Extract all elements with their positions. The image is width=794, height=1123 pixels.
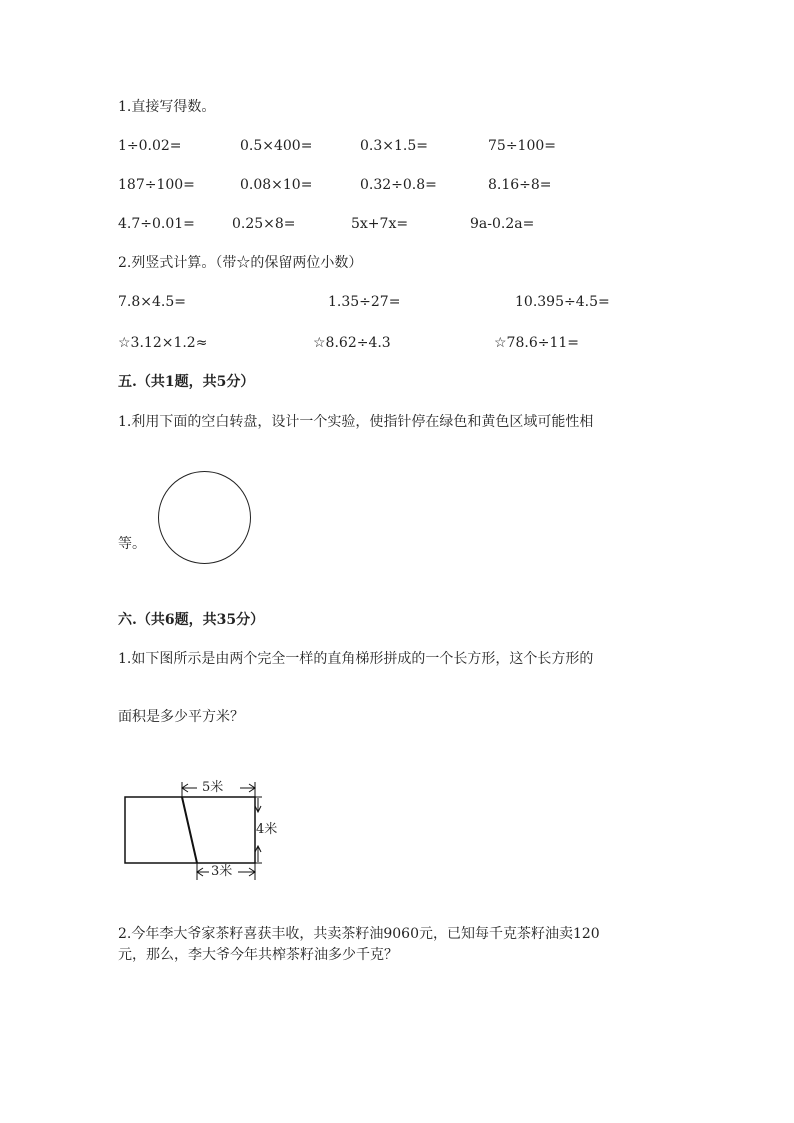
label-bottom-3m: 3米 — [211, 864, 233, 879]
s6-q1-text-end: 面积是多少平方米？ — [118, 709, 244, 725]
problem: 10.395÷4.5= — [515, 294, 610, 310]
problem: 0.32÷0.8= — [360, 177, 437, 193]
problem: ☆78.6÷11= — [494, 335, 579, 351]
problem: 4.7÷0.01= — [118, 216, 195, 232]
problem: 1.35÷27= — [328, 294, 401, 310]
problem: 8.16÷8= — [488, 177, 552, 193]
problem: 187÷100= — [118, 177, 195, 193]
section-6-heading: 六.（共6题，共35分） — [118, 612, 265, 628]
s6-q1-text: 1.如下图所示是由两个完全一样的直角梯形拼成的一个长方形，这个长方形的 — [118, 651, 594, 667]
problem: 5x+7x= — [351, 216, 409, 232]
label-side-4m: 4米 — [256, 822, 278, 837]
s5-q1-text: 1.利用下面的空白转盘，设计一个实验，使指针停在绿色和黄色区域可能性相 — [118, 414, 594, 430]
problem: 0.08×10= — [240, 177, 313, 193]
problem: 0.5×400= — [240, 138, 313, 154]
s6-q2-text: 2.今年李大爷家茶籽喜获丰收，共卖茶籽油9060元，已知每千克茶籽油卖120 — [118, 926, 600, 942]
problem: 75÷100= — [488, 138, 556, 154]
label-top-5m: 5米 — [202, 780, 224, 795]
s6-q2-text-end: 元，那么，李大爷今年共榨茶籽油多少千克？ — [118, 947, 398, 963]
problem: 0.25×8= — [232, 216, 296, 232]
problem: 9a-0.2a= — [470, 216, 535, 232]
problem: ☆3.12×1.2≈ — [118, 335, 208, 351]
q1-title: 1.直接写得数。 — [118, 99, 216, 115]
problem: 1÷0.02= — [118, 138, 182, 154]
problem: 7.8×4.5= — [118, 294, 186, 310]
problem: 0.3×1.5= — [360, 138, 428, 154]
section-5-heading: 五.（共1题，共5分） — [118, 374, 255, 390]
problem: ☆8.62÷4.3 — [313, 335, 391, 351]
q2-title: 2.列竖式计算。（带☆的保留两位小数） — [118, 255, 363, 271]
s5-q1-text-end: 等。 — [118, 536, 146, 552]
